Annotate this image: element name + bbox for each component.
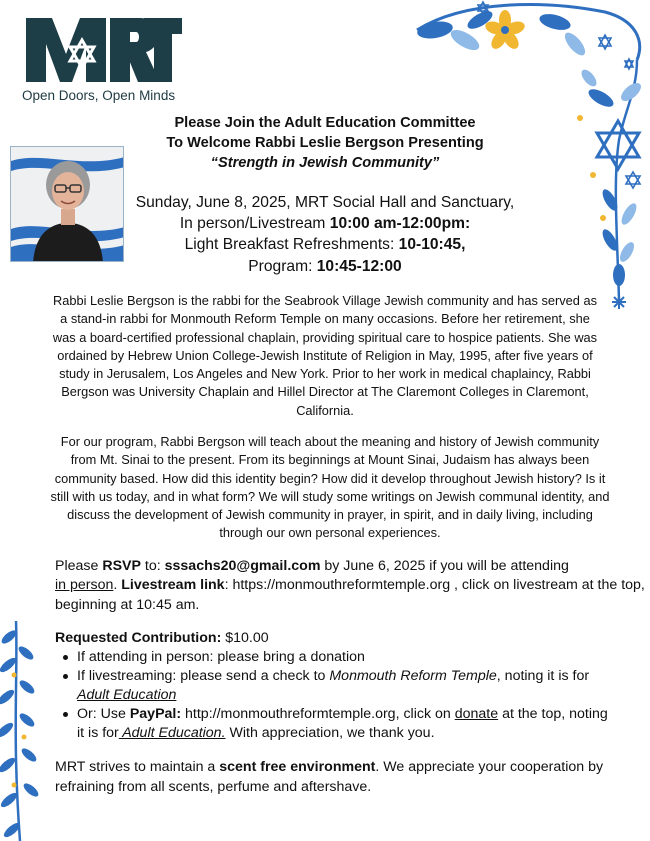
event-header [130,113,520,173]
header-line-2: To Welcome Rabbi Leslie Bergson Presenting [166,135,484,151]
livestream-check-text: If livestreaming: please send a check to [77,668,330,684]
contribution-item-in-person: If attending in person: please bring a donation [63,648,615,667]
paypal-noting-text: at the top, noting it is for [77,706,608,741]
program-line [128,256,522,277]
contribution-item-paypal [63,705,615,743]
scent-free-notice [55,758,625,797]
livestream-link[interactable]: : https://monmouthreformtemple.org , click on livestream at the top, beginning at 10:45 am. [55,577,645,613]
contribution-label: Requested Contribution: [55,630,222,646]
rabbi-bio: Rabbi Leslie Bergson is the rabbi for the Seabrook Village Jewish community and has served as a stand-in rabbi for Monmouth Reform Temple on many occasions. Before her retirement, she was a board-certified professional chaplain, providing spiritual care to hospice patients. She was ordained by Hebrew Union College-Jewish Institute of Religion in May, 1995, after five years of study in Jerusalem, Los Angeles and New York. Prior to her work in medical chaplaincy, Rabbi Bergson was University Chaplain and Hillel Director at The Claremont Colleges in Claremont, California. [52,293,598,418]
contribution-list [63,648,615,743]
paypal-prefix: Or: Use [77,706,130,722]
event-format: In person/Livestream [179,215,330,233]
paypal-adult-education-note: Adult Education. [118,725,226,741]
logo-tagline: Open Doors, Open Minds [22,88,176,103]
livestream-label: Livestream link [121,577,225,594]
event-time: 10:00 am-12:00pm: [329,215,471,233]
rabbi-photo [10,146,124,262]
program-time: 10:45-12:00 [316,257,402,275]
contribution-amount: $10.00 [221,630,269,646]
event-format-line [128,213,522,234]
scent-free-emphasis: scent free environment [219,759,376,775]
donate-link[interactable]: donate [454,706,499,722]
rsvp-period: . [113,577,122,594]
rsvp-text: Please [55,558,103,574]
vine-decoration-bottom-left [0,615,40,841]
header-line-1: Please Join the Adult Education Committee [174,115,476,131]
event-details [128,192,522,277]
thank-you-text: With appreciation, we thank you. [225,725,435,741]
adult-education-note: Adult Education [77,687,177,703]
paypal-label: PayPal: [129,706,182,722]
event-date-location: Sunday, June 8, 2025, MRT Social Hall and Sanctuary, [135,194,515,211]
rabbi-portrait-image [11,147,124,262]
breakfast-time: 10-10:45, [398,236,466,254]
contribution-item-livestream [63,667,615,705]
contribution-section [55,629,615,743]
rsvp-deadline-text: by June 6, 2025 if you will be attending [320,558,569,574]
breakfast-line [128,234,522,255]
scent-suffix: . We appreciate your cooperation by refraining from all scents, perfume and aftershave. [55,759,604,795]
scent-prefix: MRT strives to maintain a [55,759,220,775]
in-person-text: in person [55,577,114,594]
mrt-logo [22,14,182,114]
breakfast-label: Light Breakfast Refreshments: [184,236,399,254]
contribution-heading [55,629,615,648]
rsvp-label: RSVP [102,558,141,574]
rsvp-to-text: to: [140,558,165,574]
temple-name: Monmouth Reform Temple [329,668,497,684]
rsvp-email[interactable]: sssachs20@gmail.com [164,558,321,574]
mrt-logo-mark [22,14,182,86]
paypal-url-text[interactable]: http://monmouthreformtemple.org, click on [181,706,455,722]
rsvp-section [55,557,645,615]
program-label: Program: [248,257,317,275]
talk-title: “Strength in Jewish Community” [210,155,440,171]
noting-text: , noting it is for [496,668,590,684]
program-description: For our program, Rabbi Bergson will teach about the meaning and history of Jewish community from Mt. Sinai to the present. From its beginnings at Mount Sinai, Judaism has always been community based. How did this identity begin? How did it develop throughout Jewish history? Is it still with us today, and in what form? We will study some writings on Jewish communal identity, and discuss the development of Jewish community in prayer, in spirit, and in daily living, including through our own personal experiences. [50,434,610,541]
